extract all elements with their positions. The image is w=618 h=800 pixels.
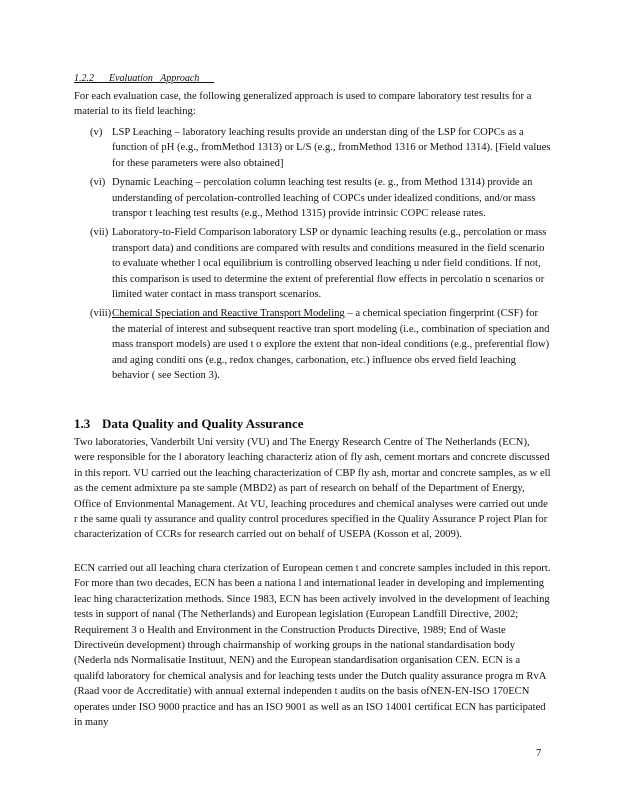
- list-item-text: [112, 125, 552, 171]
- list-item-body: LSP Leaching – laboratory leaching results provide an understan ding of the LSP for COPCs as a function of pH (e.g., fromMethod 1313) or L/S (e.g., fromMethod 1316 or Method 1314). [Field values for these parameters were also obtained]: [112, 127, 551, 169]
- subsection-heading: 1.2.2 Evaluation Approach: [74, 73, 215, 84]
- list-item: [90, 225, 552, 302]
- list-item-text: [112, 306, 552, 383]
- list-item-body: Laboratory‐to‐Field Comparison laboratory LSP or dynamic leaching results (e.g., percolation or mass transport data) and conditions are compared with results and conditions measured in the field scenario to evaluate whether l ocal equilibrium is controlling observed leaching u nder field conditions. If not, this comparison is used to determine the extent of preferential flow effects in percolatio n scenarios or limited water contact in mass transport scenarios.: [112, 227, 547, 301]
- list-item-number: (v): [90, 127, 103, 138]
- list-item: [90, 306, 552, 383]
- list-item-number: (vii): [90, 227, 109, 239]
- paragraph-ecn: ECN carried out all leaching chara cterization of European cemen t and concrete samples included in this report. For more than two decades, ECN has been a nationa l and international leader in developing and implementing leac hing characterization methods. Since 1983, ECN has been actively involved in the development of leaching tests in support of nanal (The Netherlands) and European legislation (European Landfill Directive, 2002; Requirement 3 o Health and Environment in the Construction Products Directive, 1989; End of Waste Directiveùn development) through chairmanship of working groups in the national standardisation body (Nederla nds Normalisatie Instituut, NEN) and the European standardisation organisation CEN. ECN is a qualifd laboratory for chemical analysis and for leaching tests under the Dutch quality assurance progra m RvA (Raad voor de Accreditatie) with annual external independen t audits on the basis ofNEN‐EN‐ISO 170ECN operates under ISO 9000 practice and has an ISO 9001 as well as an ISO 14001 certificat ECN has participated in many: [74, 563, 551, 729]
- list-item-number: (vi): [90, 177, 106, 189]
- list-item-number: (viii): [90, 308, 112, 320]
- section-number: 1.3: [74, 416, 91, 431]
- list-item: [90, 125, 552, 171]
- approach-list: [90, 125, 552, 388]
- intro-paragraph: For each evaluation case, the following generalized approach is used to compare laboratory test results for a material to its field leaching:: [74, 91, 532, 118]
- list-item-title: Chemical Speciation and Reactive Transport Modeling: [112, 308, 345, 320]
- list-item-text: [112, 175, 552, 221]
- list-item-body: – a chemical speciation fingerprint (CSF) for the material of interest and subsequent reactive tran sport modeling (i.e., combination of speciation and mass transport models) are used t o explore the extent that non‐ideal conditions (e.g., preferential flow) and aging conditi ons (e.g., redox changes, carbonation, etc.) influence obs erved field leaching behavior ( see Section 3).: [112, 308, 550, 382]
- section-heading: [74, 416, 304, 432]
- list-item: [90, 175, 552, 221]
- list-item-body: Dynamic Leaching – percolation column leaching test results (e. g., from Method 1314) provide an understanding of percolation‐controlled leaching of COPCs under idealized conditions, and/or mass transpor t leaching test results (e.g., Method 1315) provide intrinsic COPC release rates.: [112, 177, 536, 220]
- paragraph-laboratories: Two laboratories, Vanderbilt Uni versity (VU) and The Energy Research Centre of The Netherlands (ECN), were responsible for the l aboratory leaching characteriz ation of fly ash, cement mortars and concrete discussed in this report. VU carried out the leaching characterization of CBP fly ash, mortar and concrete samples, as w ell as the cement admixture pa ste sample (MBD2) as part of research on behalf of the Department of Energy, Office of Envionmental Management. At VU, leaching procedures and chemical analyses were carried out unde r the same quali ty assurance and quality control procedures specified in the Quality Assurance P roject Plan for characterization of CCRs for research carried out on behalf of USEPA (Kosson et al, 2009).: [74, 437, 551, 541]
- section-title: Data Quality and Quality Assurance: [102, 416, 304, 431]
- list-item-text: [112, 225, 552, 302]
- page-number: 7: [536, 748, 542, 759]
